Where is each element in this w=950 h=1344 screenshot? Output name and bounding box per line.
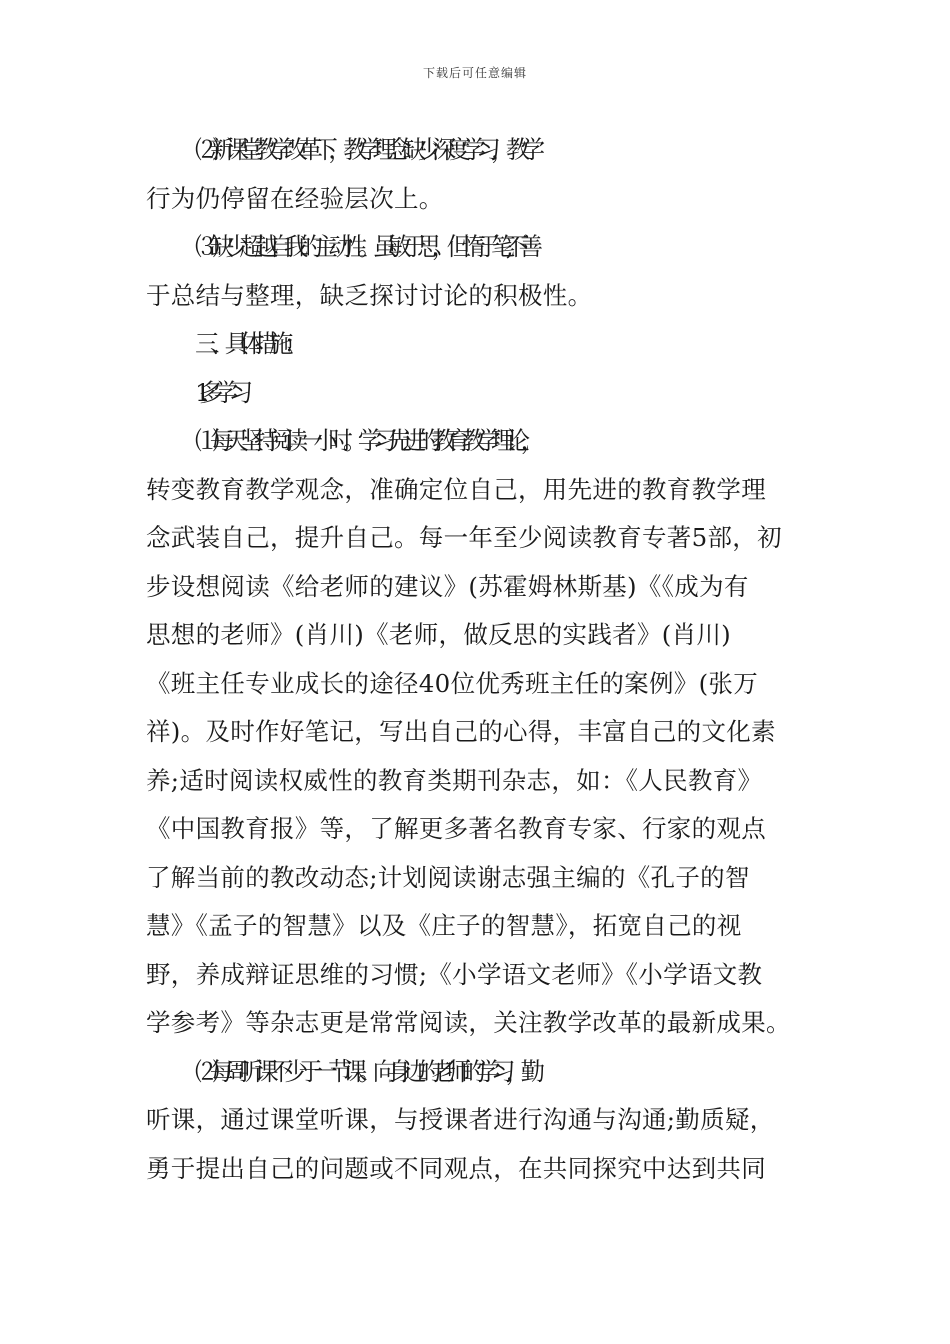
- document-body: [146, 126, 808, 1193]
- text-line: 祥)。及时作好笔记，写出自己的心得，丰富自己的文化素: [146, 717, 776, 746]
- section-heading-measures: [146, 320, 808, 369]
- text-line: ⑵每周听课不少于一节课。向身边的老师的学习，勤: [195, 1056, 536, 1086]
- text-line: ⑴每天坚持阅读一小时。学习先进的教育教学理论，: [195, 426, 536, 455]
- text-line: 野，养成辩证思维的习惯;《小学语文老师》《小学语文教: [146, 959, 763, 989]
- paragraph-item-3-problem: [146, 223, 808, 320]
- text-line: 《班主任专业成长的途径40位优秀班主任的案例》(张万: [146, 668, 759, 698]
- text-line: 思想的老师》(肖川)《老师，做反思的实践者》(肖川): [146, 620, 732, 649]
- text-line: 学参考》等杂志更是常常阅读，关注教学改革的最新成果。: [146, 1008, 791, 1037]
- paragraph-weekly-lessons: [146, 1048, 808, 1194]
- text-line: ⑶缺少超越自我的主动性。虽敏于思，但惰于笔,不善: [195, 232, 534, 261]
- subheading-study-more: [146, 369, 808, 418]
- text-line: 1.多学习: [195, 377, 244, 407]
- text-line: 听课，通过课堂听课，与授课者进行沟通与沟通;勤质疑，: [146, 1105, 775, 1134]
- text-line: 三、具体措施：: [195, 329, 299, 358]
- page-header-note: 下载后可任意编辑: [422, 66, 527, 80]
- paragraph-daily-reading: [146, 417, 808, 1048]
- text-line: 勇于提出自己的问题或不同观点，在共同探究中达到共同: [146, 1153, 766, 1183]
- text-line: 慧》《孟子的智慧》以及《庄子的智慧》，拓宽自己的视: [146, 911, 742, 940]
- text-line: 于总结与整理，缺乏探讨讨论的积极性。: [146, 280, 593, 310]
- text-line: 《中国教育报》等，了解更多著名教育专家、行家的观点: [146, 814, 766, 843]
- text-line: 养;适时阅读权威性的教育类期刊杂志，如：《人民教育》: [146, 765, 763, 795]
- text-line: 了解当前的教改动态;计划阅读谢志强主编的《孔子的智: [146, 862, 750, 892]
- text-line: 行为仍停留在经验层次上。: [146, 183, 444, 213]
- text-line: 转变教育教学观念，准确定位自己，用先进的教育教学理: [146, 474, 766, 504]
- text-line: 步设想阅读《给老师的建议》(苏霍姆林斯基)《《成为有: [146, 571, 749, 601]
- text-line: 念武装自己，提升自己。每一年至少阅读教育专著5部，初: [146, 523, 782, 552]
- paragraph-item-2-problem: [146, 126, 808, 223]
- text-line: ⑵新课堂教学改革下，教学理念缺少深度学习，教学: [195, 135, 536, 164]
